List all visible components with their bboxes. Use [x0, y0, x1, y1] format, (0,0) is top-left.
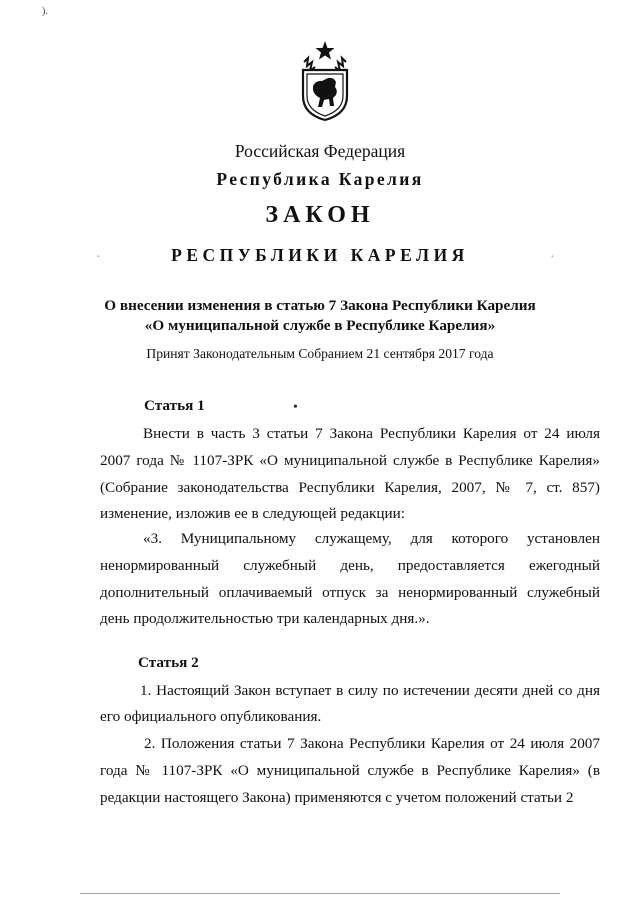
law-subtitle: РЕСПУБЛИКИ КАРЕЛИЯ: [171, 245, 469, 265]
scan-speck: •: [293, 400, 298, 415]
law-title: ЗАКОН: [265, 202, 375, 228]
scan-speck: ·: [550, 250, 555, 265]
adoption-note: Принят Законодательным Собранием 21 сентября 2017 года: [146, 346, 494, 361]
subject-line-1: О внесении изменения в статью 7 Закона Республики Карелия: [104, 297, 536, 314]
article-1-title: Статья 1: [144, 397, 205, 414]
country-name: Российская Федерация: [234, 141, 406, 161]
scan-speck: ·: [96, 250, 101, 265]
republic-name: Республика Карелия: [216, 169, 424, 189]
subject-line-2: «О муниципальной службе в Республике Карелия»: [144, 317, 496, 334]
article-2-title: Статья 2: [138, 654, 199, 671]
article-2-paragraph-1: 1. Настоящий Закон вступает в силу по истечении десяти дней со дня его официального опубликования.: [100, 682, 600, 725]
page-bottom-edge: [80, 893, 560, 894]
corner-mark: ).: [42, 6, 48, 17]
karelia-coat-of-arms-icon: [298, 40, 352, 122]
law-subject: [0, 296, 640, 336]
article-2-paragraph-2: 2. Положения статьи 7 Закона Республики Карелия от 24 июля 2007 года № 1107-ЗРК «О муниципальной службе в Республике Карелия» (в редакции настоящего Закона) применяются с учетом положений статьи 2: [100, 735, 600, 806]
article-1-paragraph-2: «3. Муниципальному служащему, для которого установлен ненормированный служебный день, предоставляется ежегодный дополнительный оплачиваемый отпуск за ненормированный служебный день продолжительностью три календарных дня.».: [100, 530, 600, 628]
article-1-paragraph-1: Внести в часть 3 статьи 7 Закона Республики Карелия от 24 июля 2007 года № 1107-ЗРК «О муниципальной службе в Республике Карелия» (Собрание законодательства Республики Карелия, 2007, № 7, ст. 857) изменение, изложив ее в следующей редакции:: [100, 425, 600, 523]
